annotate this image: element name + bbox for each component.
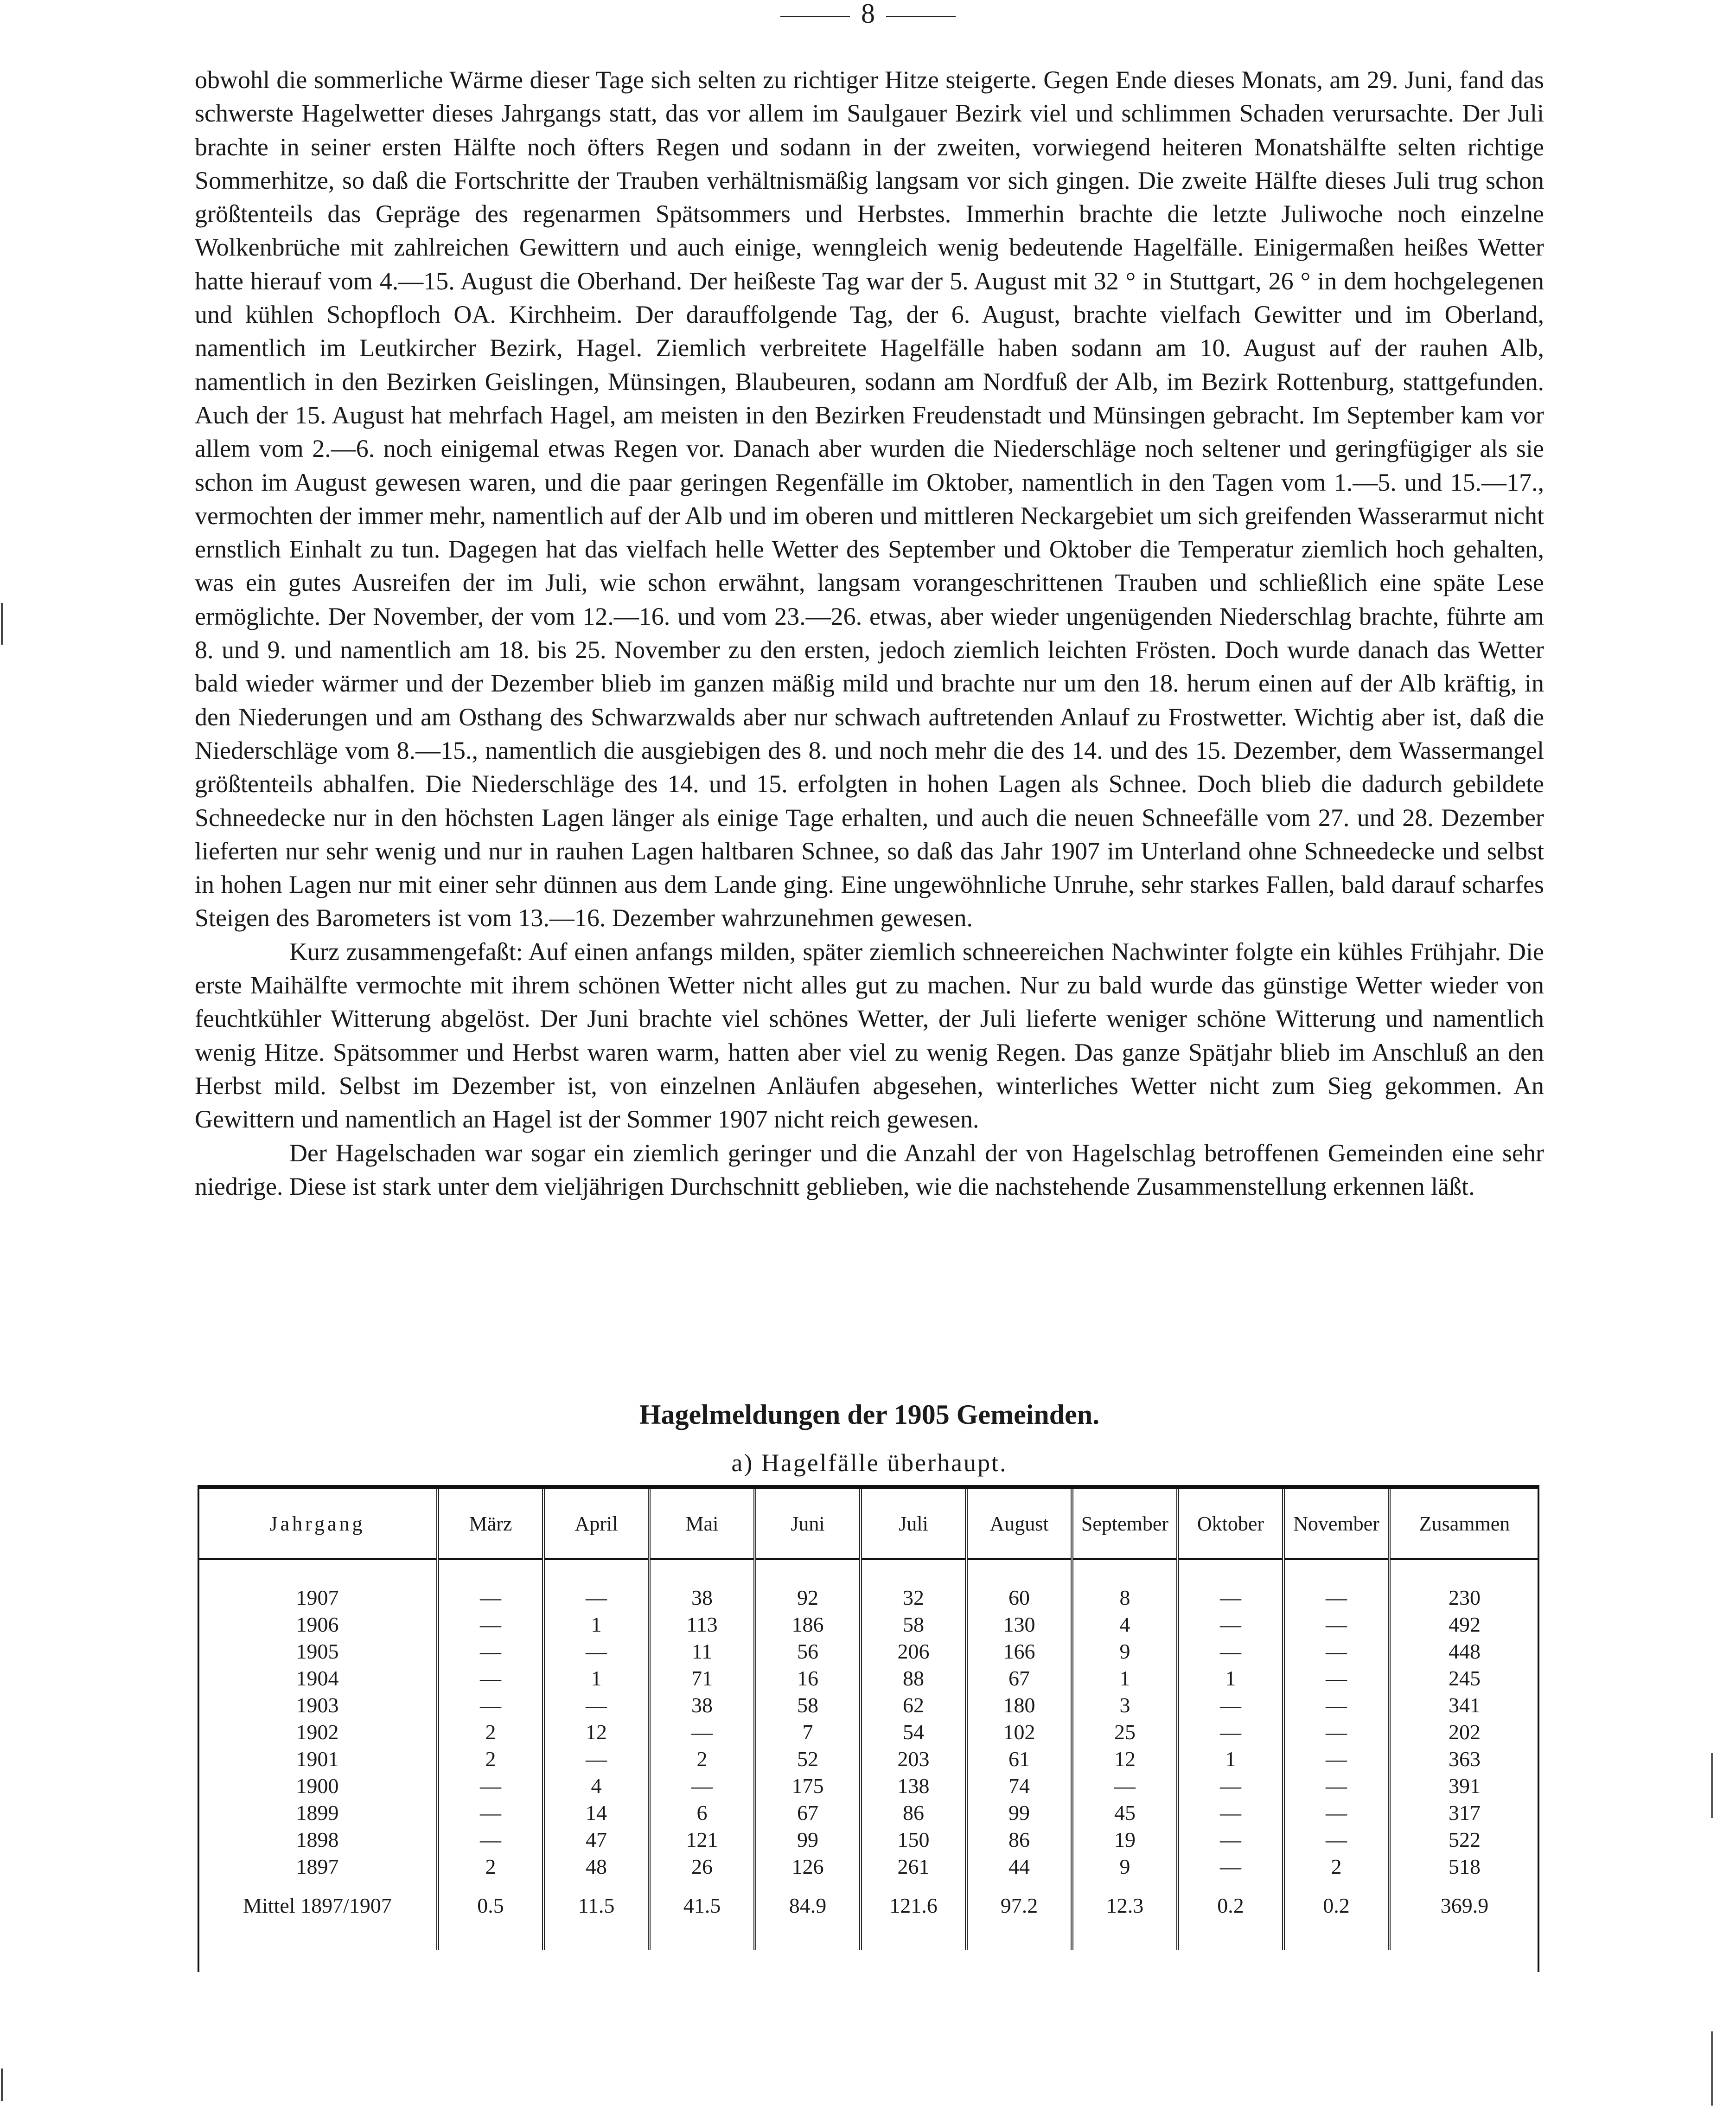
table-cell: — bbox=[1178, 1584, 1283, 1611]
table-cell: 67 bbox=[755, 1799, 861, 1826]
table-cell: 492 bbox=[1449, 1612, 1481, 1636]
table-cell: — bbox=[1178, 1772, 1283, 1799]
year-cell: 1901 bbox=[198, 1745, 438, 1772]
mean-cell: 0.2 bbox=[1178, 1880, 1283, 1931]
table-cell: — bbox=[438, 1665, 543, 1691]
spacer-cell bbox=[1389, 1931, 1538, 1950]
column-header: August bbox=[966, 1489, 1072, 1559]
table-row bbox=[198, 1826, 1538, 1853]
table-left-border bbox=[198, 1485, 199, 1972]
table-cell: 9 bbox=[1072, 1638, 1178, 1665]
table-cell: 1 bbox=[543, 1611, 649, 1638]
body-text bbox=[195, 63, 1544, 1203]
table-cell: 58 bbox=[755, 1691, 861, 1718]
bottom-spacer-row bbox=[198, 1931, 1538, 1950]
table-cell: 92 bbox=[755, 1584, 861, 1611]
year-cell: 1900 bbox=[198, 1772, 438, 1799]
table-cell: 32 bbox=[861, 1584, 966, 1611]
table-cell: 2 bbox=[438, 1718, 543, 1745]
spacer-cell bbox=[861, 1559, 966, 1584]
year-cell: 1905 bbox=[198, 1638, 438, 1665]
table-cell: 230 bbox=[1449, 1585, 1481, 1609]
spacer-cell bbox=[966, 1931, 1072, 1950]
table-row bbox=[198, 1745, 1538, 1772]
table-cell: 121 bbox=[649, 1826, 755, 1853]
table-cell: 448 bbox=[1449, 1639, 1481, 1663]
table-cell: 2 bbox=[438, 1745, 543, 1772]
table-cell: — bbox=[1283, 1772, 1389, 1799]
table-cell: 261 bbox=[861, 1853, 966, 1880]
spacer-cell bbox=[1389, 1559, 1538, 1584]
table-cell: 522 bbox=[1449, 1827, 1481, 1851]
table-cell: — bbox=[438, 1799, 543, 1826]
spacer-cell bbox=[649, 1931, 755, 1950]
table-row bbox=[198, 1853, 1538, 1880]
column-header-year: Jahrgang bbox=[198, 1489, 438, 1559]
mean-cell: 12.3 bbox=[1072, 1880, 1178, 1931]
table-row bbox=[198, 1665, 1538, 1691]
spacer-cell bbox=[649, 1559, 755, 1584]
table-cell: 175 bbox=[755, 1772, 861, 1799]
table-cell: — bbox=[543, 1691, 649, 1718]
scan-edge-mark bbox=[1, 2069, 3, 2101]
table-cell: — bbox=[1283, 1799, 1389, 1826]
mean-cell: 0.5 bbox=[438, 1880, 543, 1931]
table-cell: 391 bbox=[1449, 1774, 1481, 1798]
table-cell: 245 bbox=[1449, 1666, 1481, 1690]
table-cell: 1 bbox=[543, 1665, 649, 1691]
spacer-cell bbox=[1072, 1931, 1178, 1950]
table-cell: — bbox=[649, 1772, 755, 1799]
mean-cell: 84.9 bbox=[755, 1880, 861, 1931]
spacer-cell bbox=[1178, 1931, 1283, 1950]
table-cell: 56 bbox=[755, 1638, 861, 1665]
table-cell: — bbox=[1178, 1853, 1283, 1880]
column-header: November bbox=[1283, 1489, 1389, 1559]
table-cell: — bbox=[438, 1826, 543, 1853]
column-header: Juli bbox=[861, 1489, 966, 1559]
table-cell: 67 bbox=[966, 1665, 1072, 1691]
spacer-cell bbox=[861, 1931, 966, 1950]
table-cell: 4 bbox=[1072, 1611, 1178, 1638]
table-cell: 1 bbox=[1178, 1745, 1283, 1772]
table-cell: — bbox=[1283, 1584, 1389, 1611]
table-cell: 2 bbox=[1283, 1853, 1389, 1880]
table-cell: 206 bbox=[861, 1638, 966, 1665]
spacer-cell bbox=[1072, 1559, 1178, 1584]
table-cell: — bbox=[438, 1638, 543, 1665]
table-cell: 150 bbox=[861, 1826, 966, 1853]
table-cell: 166 bbox=[966, 1638, 1072, 1665]
table-cell: 99 bbox=[966, 1799, 1072, 1826]
table-cell: — bbox=[1283, 1745, 1389, 1772]
table-cell: 48 bbox=[543, 1853, 649, 1880]
paragraph-hail-damage: Der Hagelschaden war sogar ein ziemlich geringer und die Anzahl der von Hagelschlag betroffenen Gemeinden eine sehr niedrige. Diese ist stark unter dem vieljährigen Durchschnitt geblieben, wie die nachstehende Zusammenstellung erkennen läßt. bbox=[195, 1139, 1544, 1200]
table-row bbox=[198, 1584, 1538, 1611]
table-cell: 1 bbox=[1178, 1665, 1283, 1691]
table-cell: — bbox=[1283, 1638, 1389, 1665]
table-cell: 186 bbox=[755, 1611, 861, 1638]
spacer-cell bbox=[1283, 1559, 1389, 1584]
spacer-cell bbox=[198, 1931, 438, 1950]
table-cell: — bbox=[1178, 1826, 1283, 1853]
table-cell: 26 bbox=[649, 1853, 755, 1880]
column-header: Juni bbox=[755, 1489, 861, 1559]
table-cell: 2 bbox=[438, 1853, 543, 1880]
table-cell: 518 bbox=[1449, 1854, 1481, 1878]
year-cell: 1904 bbox=[198, 1665, 438, 1691]
table-cell: 88 bbox=[861, 1665, 966, 1691]
table-cell: — bbox=[438, 1584, 543, 1611]
table-cell: 45 bbox=[1072, 1799, 1178, 1826]
table-cell: 16 bbox=[755, 1665, 861, 1691]
table-cell: 8 bbox=[1072, 1584, 1178, 1611]
table-row bbox=[198, 1799, 1538, 1826]
table-cell: — bbox=[1178, 1691, 1283, 1718]
spacer-cell bbox=[438, 1559, 543, 1584]
mean-row bbox=[198, 1880, 1538, 1931]
table-row bbox=[198, 1718, 1538, 1745]
table-cell: 2 bbox=[649, 1745, 755, 1772]
table-cell: — bbox=[1178, 1799, 1283, 1826]
table-cell: — bbox=[438, 1611, 543, 1638]
table-cell: 71 bbox=[649, 1665, 755, 1691]
table-cell: 44 bbox=[966, 1853, 1072, 1880]
table-subtitle: a) Hagelfälle überhaupt. bbox=[731, 1449, 1008, 1477]
spacer-cell bbox=[543, 1559, 649, 1584]
table-cell: 38 bbox=[649, 1691, 755, 1718]
table-cell: 47 bbox=[543, 1826, 649, 1853]
table-cell: 363 bbox=[1449, 1747, 1481, 1771]
paragraph-summary: Kurz zusammengefaßt: Auf einen anfangs milden, später ziemlich schneereichen Nachwinter folgte ein kühles Frühjahr. Die erste Maihälfte vermochte mit ihrem schönen Wetter nicht alles gut zu machen. Nur zu bald wurde das günstige Wetter wieder von feuchtkühler Witterung abgelöst. Der Juni brachte viel schönes Wetter, der Juli lieferte weniger schöne Witterung und namentlich wenig Hitze. Spätsommer und Herbst waren warm, hatten aber viel zu wenig Regen. Das ganze Spätjahr blieb im Anschluß an den Herbst mild. Selbst im Dezember ist, von einzelnen Anläufen abgesehen, winterliches Wetter nicht zum Sieg gekommen. An Gewittern und namentlich an Hagel ist der Sommer 1907 nicht reich gewesen. bbox=[195, 937, 1544, 1134]
table-cell: 14 bbox=[543, 1799, 649, 1826]
hail-table-grid bbox=[198, 1489, 1538, 1950]
table-cell: — bbox=[438, 1691, 543, 1718]
table-cell: 341 bbox=[1449, 1693, 1481, 1717]
table-cell: 11 bbox=[649, 1638, 755, 1665]
spacer-cell bbox=[755, 1559, 861, 1584]
table-cell: 54 bbox=[861, 1718, 966, 1745]
scan-edge-mark bbox=[1711, 1753, 1713, 1818]
table-cell: 7 bbox=[755, 1718, 861, 1745]
table-cell: 9 bbox=[1072, 1853, 1178, 1880]
year-cell: 1903 bbox=[198, 1691, 438, 1718]
spacer-cell bbox=[966, 1559, 1072, 1584]
table-right-border bbox=[1538, 1485, 1539, 1972]
table-cell: 25 bbox=[1072, 1718, 1178, 1745]
table-row bbox=[198, 1611, 1538, 1638]
spacer-cell bbox=[543, 1931, 649, 1950]
table-cell: — bbox=[438, 1772, 543, 1799]
table-cell: 38 bbox=[649, 1584, 755, 1611]
table-cell: — bbox=[543, 1584, 649, 1611]
mean-cell: 369.9 bbox=[1440, 1893, 1489, 1917]
table-cell: 317 bbox=[1449, 1800, 1481, 1825]
table-cell: 4 bbox=[543, 1772, 649, 1799]
table-cell: — bbox=[1178, 1611, 1283, 1638]
table-cell: 130 bbox=[966, 1611, 1072, 1638]
table-cell: 203 bbox=[861, 1745, 966, 1772]
table-header-row bbox=[198, 1489, 1538, 1559]
hail-reports-table bbox=[198, 1485, 1538, 1976]
table-cell: — bbox=[1178, 1638, 1283, 1665]
table-cell: 99 bbox=[755, 1826, 861, 1853]
table-cell: — bbox=[543, 1638, 649, 1665]
table-cell: — bbox=[1283, 1691, 1389, 1718]
mean-cell: 41.5 bbox=[649, 1880, 755, 1931]
mean-label-cell: Mittel 1897/1907 bbox=[198, 1880, 438, 1931]
table-cell: 62 bbox=[861, 1691, 966, 1718]
mean-cell: 97.2 bbox=[966, 1880, 1072, 1931]
table-cell: — bbox=[1178, 1718, 1283, 1745]
table-cell: 60 bbox=[966, 1584, 1072, 1611]
year-cell: 1902 bbox=[198, 1718, 438, 1745]
table-cell: 86 bbox=[966, 1826, 1072, 1853]
header-rule-left bbox=[780, 16, 850, 17]
column-header: Oktober bbox=[1178, 1489, 1283, 1559]
table-cell: 19 bbox=[1072, 1826, 1178, 1853]
table-cell: 113 bbox=[649, 1611, 755, 1638]
table-cell: 126 bbox=[755, 1853, 861, 1880]
table-cell: 138 bbox=[861, 1772, 966, 1799]
table-cell: 86 bbox=[861, 1799, 966, 1826]
mean-cell: 0.2 bbox=[1283, 1880, 1389, 1931]
table-cell: — bbox=[1283, 1665, 1389, 1691]
table-cell: 1 bbox=[1072, 1665, 1178, 1691]
column-header: April bbox=[543, 1489, 649, 1559]
table-cell: 6 bbox=[649, 1799, 755, 1826]
scan-edge-mark bbox=[1711, 2031, 1713, 2106]
column-header: September bbox=[1072, 1489, 1178, 1559]
table-cell: 102 bbox=[966, 1718, 1072, 1745]
column-header: März bbox=[438, 1489, 543, 1559]
column-header: Zusammen bbox=[1389, 1489, 1538, 1559]
table-row bbox=[198, 1638, 1538, 1665]
table-cell: 202 bbox=[1449, 1720, 1481, 1744]
year-cell: 1906 bbox=[198, 1611, 438, 1638]
column-header: Mai bbox=[649, 1489, 755, 1559]
table-cell: — bbox=[1072, 1772, 1178, 1799]
table-cell: 58 bbox=[861, 1611, 966, 1638]
table-cell: — bbox=[649, 1718, 755, 1745]
mean-cell: 121.6 bbox=[861, 1880, 966, 1931]
table-cell: 12 bbox=[1072, 1745, 1178, 1772]
table-cell: — bbox=[1283, 1718, 1389, 1745]
spacer-cell bbox=[438, 1931, 543, 1950]
year-cell: 1897 bbox=[198, 1853, 438, 1880]
spacer-cell bbox=[755, 1931, 861, 1950]
table-row bbox=[198, 1772, 1538, 1799]
year-cell: 1907 bbox=[198, 1584, 438, 1611]
year-cell: 1898 bbox=[198, 1826, 438, 1853]
table-cell: 52 bbox=[755, 1745, 861, 1772]
year-cell: 1899 bbox=[198, 1799, 438, 1826]
scan-edge-mark bbox=[1, 603, 3, 645]
table-cell: — bbox=[543, 1745, 649, 1772]
table-cell: 74 bbox=[966, 1772, 1072, 1799]
paragraph-weather-summer-autumn: obwohl die sommerliche Wärme dieser Tage sich selten zu richtiger Hitze steigerte. Gegen Ende dieses Monats, am 29. Juni, fand das schwerste Hagelwetter dieses Jahrgangs statt, das vor allem im Saulgauer Bezirk viel und schlimmen Schaden verursachte. Der Juli brachte in seiner ersten Hälfte noch öfters Regen und sodann in der zweiten, vorwiegend heiteren Monatshälfte selten richtige Sommerhitze, so daß die Fortschritte der Trauben verhältnismäßig langsam vor sich gingen. Die zweite Hälfte dieses Juli trug schon größtenteils das Gepräge des regenarmen Spätsommers und Herbstes. Immerhin brachte die letzte Juliwoche noch einzelne Wolkenbrüche mit zahlreichen Gewittern und auch einige, wenngleich wenig bedeutende Hagelfälle. Einigermaßen heißes Wetter hatte hierauf vom 4.—15. August die Oberhand. Der heißeste Tag war der 5. August mit 32 ° in Stuttgart, 26 ° in dem hochgelegenen und kühlen Schopfloch OA. Kirchheim. Der darauffolgende Tag, der 6. August, brachte vielfach Gewitter und im Oberland, namentlich im Leutkircher Bezirk, Hagel. Ziemlich verbreitete Hagelfälle haben sodann am 10. August auf der rauhen Alb, namentlich in den Bezirken Geislingen, Münsingen, Blaubeuren, sodann am Nordfuß der Alb, im Bezirk Rottenburg, stattgefunden. Auch der 15. August hat mehrfach Hagel, am meisten in den Bezirken Freudenstadt und Münsingen gebracht. Im September kam vor allem vom 2.—6. noch einigemal etwas Regen vor. Danach aber wurden die Niederschläge noch seltener und geringfügiger als sie schon im August gewesen waren, und die paar geringen Regenfälle im Oktober, namentlich in den Tagen vom 1.—5. und 15.—17., vermochten der immer mehr, namentlich auf der Alb und im oberen und mittleren Neckargebiet um sich greifenden Wasserarmut nicht ernstlich Einhalt zu tun. Dagegen hat das vielfach helle Wetter des September und Oktober die Temperatur ziemlich hoch gehalten, was ein gutes Ausreifen der im Juli, wie schon erwähnt, langsam vorangeschrittenen Trauben und schließlich eine späte Lese ermöglichte. Der November, der vom 12.—16. und vom 23.—26. etwas, aber wieder ungenügenden Niederschlag brachte, führte am 8. und 9. und namentlich am 18. bis 25. November zu den ersten, jedoch ziemlich leichten Frösten. Doch wurde danach das Wetter bald wieder wärmer und der Dezember blieb im ganzen mäßig mild und brachte nur um den 18. herum einen auf der Alb kräftig, in den Niederungen und am Osthang des Schwarzwalds aber nur schwach auftretenden Anlauf zu Frostwetter. Wichtig aber ist, daß die Niederschläge vom 8.—15., namentlich die ausgiebigen des 8. und noch mehr die des 14. und des 15. Dezember, dem Wassermangel größtenteils abhalfen. Die Niederschläge des 14. und 15. erfolgten in hohen Lagen als Schnee. Doch blieb die dadurch gebildete Schneedecke nur in den höchsten Lagen länger als einige Tage erhalten, und auch die neuen Schneefälle vom 27. und 28. Dezember lieferten nur sehr wenig und nur in rauhen Lagen haltbaren Schnee, so daß das Jahr 1907 im Unterland ohne Schneedecke und selbst in hohen Lagen nur mit einer sehr dünnen aus dem Lande ging. Eine ungewöhnliche Unruhe, sehr starkes Fallen, bald darauf scharfes Steigen des Barometers ist vom 13.—16. Dezember wahrzunehmen gewesen. bbox=[195, 66, 1544, 932]
table-cell: — bbox=[1283, 1611, 1389, 1638]
table-title: Hagelmeldungen der 1905 Gemeinden. bbox=[639, 1399, 1100, 1430]
page-number: 8 bbox=[861, 0, 875, 29]
spacer-cell bbox=[1283, 1931, 1389, 1950]
spacer-row bbox=[198, 1559, 1538, 1584]
table-cell: 12 bbox=[543, 1718, 649, 1745]
table-body bbox=[198, 1559, 1538, 1950]
header-rule-right bbox=[886, 16, 956, 17]
table-cell: 3 bbox=[1072, 1691, 1178, 1718]
table-cell: 61 bbox=[966, 1745, 1072, 1772]
table-row bbox=[198, 1691, 1538, 1718]
table-cell: 180 bbox=[966, 1691, 1072, 1718]
page-number-header bbox=[0, 0, 1736, 30]
table-cell: — bbox=[1283, 1826, 1389, 1853]
mean-cell: 11.5 bbox=[543, 1880, 649, 1931]
spacer-cell bbox=[198, 1559, 438, 1584]
spacer-cell bbox=[1178, 1559, 1283, 1584]
